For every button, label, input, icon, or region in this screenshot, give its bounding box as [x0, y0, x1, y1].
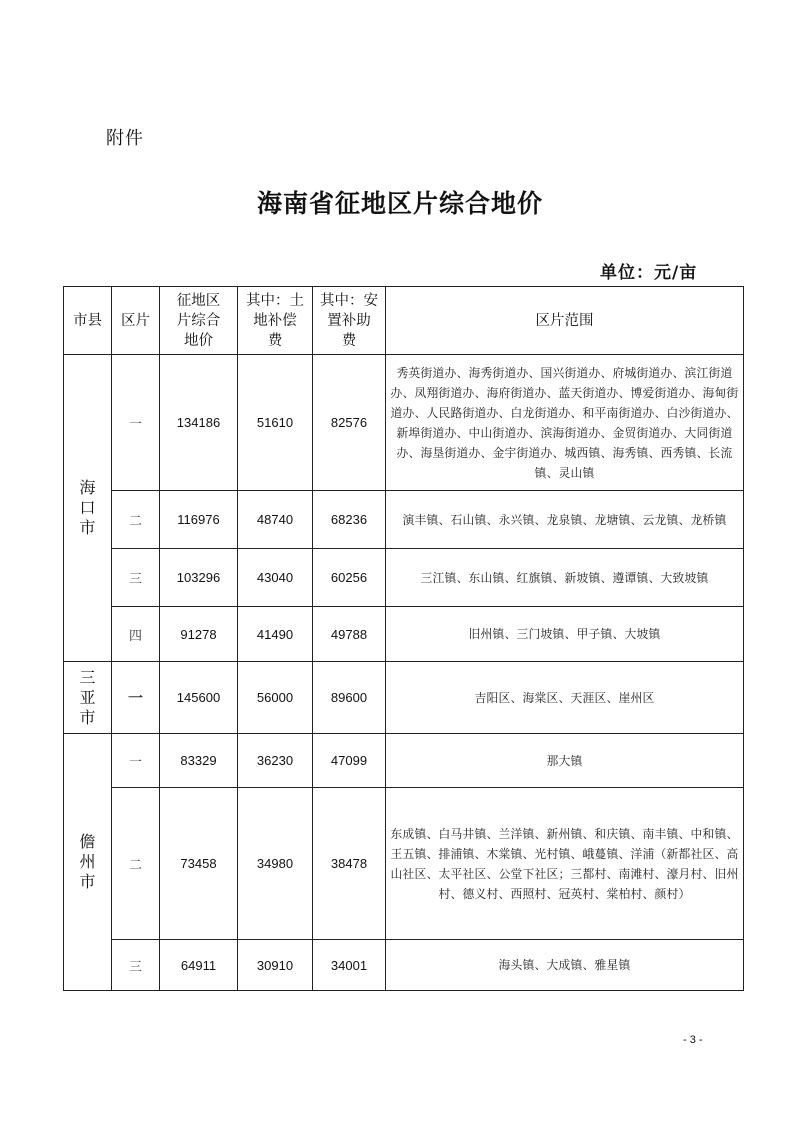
city-char: 三 — [79, 667, 96, 687]
resettlement-subsidy: 47099 — [313, 734, 386, 788]
col-resettle-line: 其中：安 — [320, 292, 378, 309]
zone-scope: 吉阳区、海棠区、天涯区、崖州区 — [386, 662, 744, 734]
city-char: 口 — [79, 498, 96, 517]
city-cell-haikou — [64, 355, 112, 662]
resettlement-subsidy: 68236 — [313, 491, 386, 549]
col-city: 市县 — [64, 287, 112, 355]
composite-price: 73458 — [160, 788, 238, 940]
land-compensation: 41490 — [238, 607, 313, 662]
price-table — [63, 286, 744, 991]
zone-scope: 三江镇、东山镇、红旗镇、新坡镇、遵谭镇、大致坡镇 — [386, 549, 744, 607]
zone-cell: 一 — [112, 355, 160, 491]
table-row — [64, 491, 744, 549]
col-land-line: 费 — [267, 332, 283, 349]
header-row — [64, 287, 744, 355]
land-compensation: 34980 — [238, 788, 313, 940]
city-cell-danzhou — [64, 734, 112, 991]
col-zone: 区片 — [112, 287, 160, 355]
zone-scope: 演丰镇、石山镇、永兴镇、龙泉镇、龙塘镇、云龙镇、龙桥镇 — [386, 491, 744, 549]
city-cell-sanya — [64, 662, 112, 734]
col-resettle-line: 费 — [341, 332, 357, 349]
resettlement-subsidy: 89600 — [313, 662, 386, 734]
resettlement-subsidy: 38478 — [313, 788, 386, 940]
land-compensation: 56000 — [238, 662, 313, 734]
land-compensation: 43040 — [238, 549, 313, 607]
unit-label: 单位：元/亩 — [600, 263, 698, 283]
zone-scope: 海头镇、大成镇、雅星镇 — [386, 940, 744, 991]
table-row — [64, 940, 744, 991]
zone-scope: 东成镇、白马井镇、兰洋镇、新州镇、和庆镇、南丰镇、中和镇、王五镇、排浦镇、木棠镇、光村镇、峨蔓镇、洋浦（新都社区、高山社区、太平社区、公堂下社区；三都村、南滩村、濠月村、旧州村、德义村、西照村、冠英村、棠柏村、颜村） — [386, 788, 744, 940]
table-row — [64, 788, 744, 940]
composite-price: 134186 — [160, 355, 238, 491]
col-land-line: 地补偿 — [253, 312, 297, 329]
land-compensation: 36230 — [238, 734, 313, 788]
resettlement-subsidy: 49788 — [313, 607, 386, 662]
city-char: 海 — [79, 478, 96, 497]
zone-scope: 秀英街道办、海秀街道办、国兴街道办、府城街道办、滨江街道办、凤翔街道办、海府街道办、蓝天街道办、博爱街道办、海甸街道办、人民路街道办、白龙街道办、和平南街道办、白沙街道办、新埠街道办、中山街道办、滨海街道办、金贸街道办、大同街道办、海垦街道办、金宇街道办、城西镇、海秀镇、西秀镇、长流镇、灵山镇 — [386, 355, 744, 491]
table-row — [64, 549, 744, 607]
land-compensation: 30910 — [238, 940, 313, 991]
resettlement-subsidy: 34001 — [313, 940, 386, 991]
col-composite-line: 征地区 — [176, 292, 221, 309]
col-composite — [160, 287, 238, 355]
land-compensation: 51610 — [238, 355, 313, 491]
composite-price: 64911 — [160, 940, 238, 991]
page-title: 海南省征地区片综合地价 — [256, 189, 543, 218]
composite-price: 103296 — [160, 549, 238, 607]
city-char: 市 — [79, 707, 96, 727]
col-land-line: 其中：土 — [246, 292, 304, 309]
col-composite-line: 地价 — [184, 332, 213, 349]
zone-cell: 三 — [112, 940, 160, 991]
composite-price: 83329 — [160, 734, 238, 788]
col-scope: 区片范围 — [386, 287, 744, 355]
composite-price: 91278 — [160, 607, 238, 662]
table-row — [64, 662, 744, 734]
resettlement-subsidy: 82576 — [313, 355, 386, 491]
city-char: 市 — [79, 872, 96, 891]
zone-cell: 二 — [112, 491, 160, 549]
table-row — [64, 607, 744, 662]
table-row — [64, 734, 744, 788]
resettlement-subsidy: 60256 — [313, 549, 386, 607]
composite-price: 145600 — [160, 662, 238, 734]
zone-scope: 那大镇 — [386, 734, 744, 788]
zone-cell: 三 — [112, 549, 160, 607]
composite-price: 116976 — [160, 491, 238, 549]
land-compensation: 48740 — [238, 491, 313, 549]
col-land — [238, 287, 313, 355]
zone-cell: 一 — [112, 662, 160, 734]
zone-cell: 四 — [112, 607, 160, 662]
attachment-label: 附件 — [106, 128, 144, 149]
col-composite-line: 片综合 — [176, 312, 221, 329]
zone-cell: 一 — [112, 734, 160, 788]
zone-scope: 旧州镇、三门坡镇、甲子镇、大坡镇 — [386, 607, 744, 662]
zone-cell: 二 — [112, 788, 160, 940]
table-row — [64, 355, 744, 491]
col-resettle-line: 置补助 — [327, 312, 371, 329]
page-number: - 3 - — [683, 1034, 703, 1046]
city-char: 州 — [79, 852, 96, 871]
col-resettle — [313, 287, 386, 355]
city-char: 亚 — [79, 687, 96, 707]
city-char: 儋 — [79, 832, 96, 851]
city-char: 市 — [79, 518, 96, 537]
